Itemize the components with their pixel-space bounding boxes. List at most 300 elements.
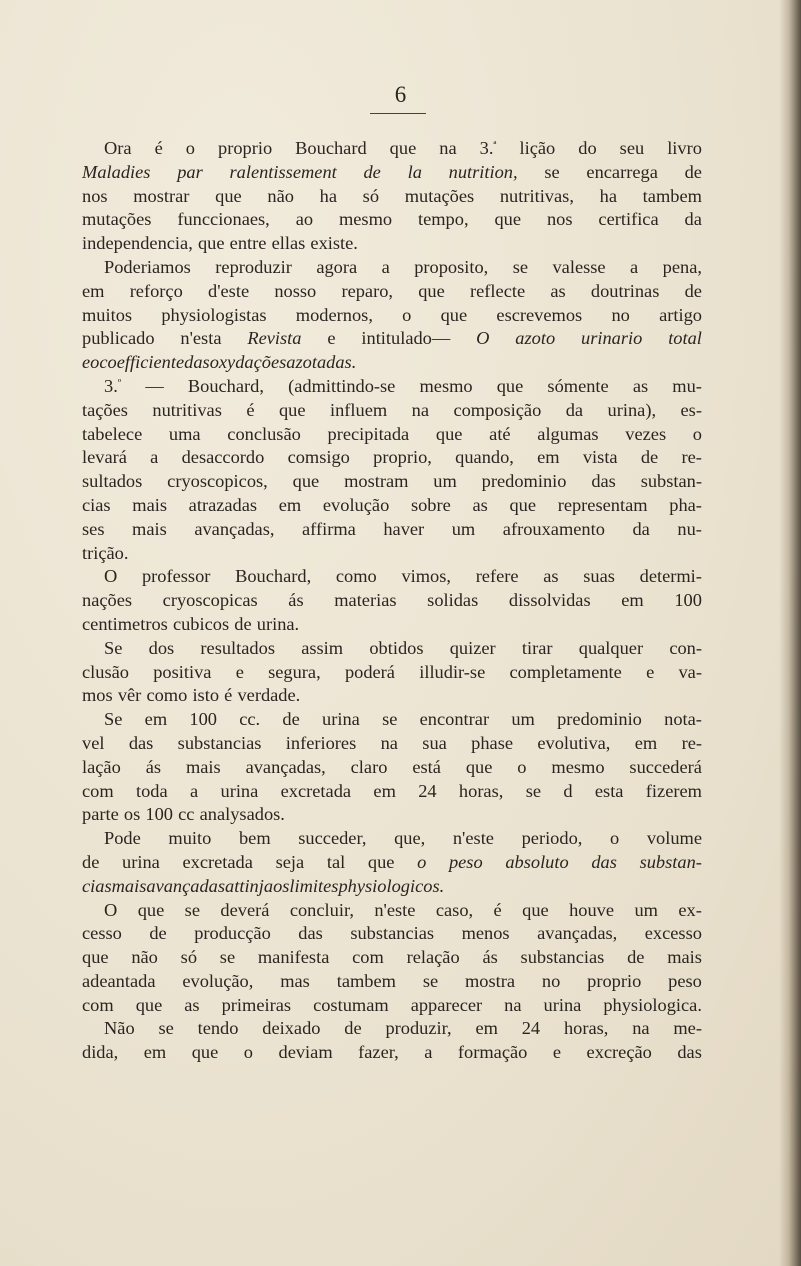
word: total <box>668 328 702 349</box>
word: ao <box>295 209 314 230</box>
word: das <box>677 1042 702 1063</box>
word: ás <box>482 947 498 968</box>
text-line <box>82 756 702 780</box>
word: em <box>373 780 396 801</box>
word: peso <box>668 970 702 991</box>
text-line <box>82 185 702 209</box>
word: representam <box>557 494 648 515</box>
word: deviam <box>278 1042 333 1063</box>
word: d <box>563 780 573 801</box>
word: certifica <box>598 209 659 230</box>
word: que <box>494 209 522 230</box>
word: encarrega <box>586 161 658 182</box>
word: absoluto <box>505 851 569 872</box>
text-line <box>82 922 702 946</box>
word: nutritivas, <box>499 185 574 206</box>
word: re- <box>681 447 702 468</box>
word: avançadas, <box>245 756 326 777</box>
text-line <box>82 470 702 494</box>
word: composição <box>453 399 542 420</box>
word: substancias <box>350 923 435 944</box>
word: concluir, <box>289 899 354 920</box>
word: excesso <box>644 923 702 944</box>
text-line <box>82 732 702 756</box>
word: esta <box>594 780 624 801</box>
word: dissolvidas <box>508 590 591 611</box>
word: Maladies <box>82 161 151 182</box>
word: con- <box>669 637 702 658</box>
word: pena, <box>662 256 702 277</box>
word: menos <box>461 923 510 944</box>
word: os <box>273 875 290 896</box>
word: em <box>634 732 658 753</box>
word: evolução <box>322 494 390 515</box>
word: Bouchard <box>295 138 367 158</box>
text-line <box>82 304 702 328</box>
word: mos <box>82 685 113 706</box>
word: o <box>417 851 427 872</box>
word: que <box>137 899 165 920</box>
word: materias <box>334 590 397 611</box>
word: que <box>197 233 225 254</box>
word: as <box>632 375 649 396</box>
word: horas, <box>563 1018 609 1039</box>
word: existe. <box>310 233 358 254</box>
word: tendo <box>197 1018 239 1039</box>
word: tal <box>326 851 346 872</box>
word: cc. <box>239 709 261 730</box>
text-line <box>82 232 702 256</box>
word: n'este <box>452 828 494 849</box>
word: positiva <box>153 661 212 682</box>
word: ha <box>599 185 617 206</box>
word: que <box>496 375 524 396</box>
word: reforço <box>129 280 183 301</box>
word: coefficiente <box>99 352 185 373</box>
word: conclusão <box>227 423 301 444</box>
word: primeiras <box>221 994 292 1015</box>
word: va- <box>678 661 702 682</box>
word: isto <box>192 685 220 706</box>
text-line <box>82 423 702 447</box>
word: produzir, <box>385 1018 452 1039</box>
word: mutações <box>404 185 475 206</box>
word: solidas <box>427 590 479 611</box>
word: inferiores <box>285 732 357 753</box>
word: (admittindo-se <box>288 375 396 396</box>
word: refere <box>475 566 519 587</box>
word: parte <box>82 804 119 825</box>
word: 24 <box>521 1018 541 1039</box>
text-line <box>82 256 702 280</box>
word: funccionaes, <box>177 209 270 230</box>
word: na <box>504 994 522 1015</box>
word: 100 <box>145 804 173 825</box>
header-rule <box>370 113 426 114</box>
word: ha <box>319 185 337 206</box>
word: vêr <box>117 685 142 706</box>
word: das <box>128 732 154 753</box>
word: urina <box>122 851 160 872</box>
word: mostram <box>344 471 409 492</box>
word: precipitada <box>327 423 410 444</box>
word: se <box>512 256 529 277</box>
word: predominio <box>481 471 567 492</box>
word: mesmo <box>419 375 473 396</box>
text-line <box>82 661 702 685</box>
word: nu- <box>677 518 702 539</box>
word: resultados <box>200 637 275 658</box>
word: 24 <box>418 780 437 801</box>
word: Bouchard, <box>235 566 312 587</box>
word: cc <box>178 804 195 825</box>
word: Ora <box>104 138 132 158</box>
word: O <box>104 566 118 587</box>
word: cubicos <box>172 613 230 634</box>
word: que <box>367 851 395 872</box>
word: sultados <box>82 471 143 492</box>
word: fizerem <box>645 780 702 801</box>
word: com <box>82 994 114 1015</box>
word: urinario <box>581 328 643 349</box>
text-line <box>82 684 702 708</box>
word: que <box>82 947 109 968</box>
word: relação <box>406 947 460 968</box>
word: cias <box>82 875 112 896</box>
word: peso <box>448 851 483 872</box>
word: na <box>439 138 457 158</box>
word: das <box>298 923 323 944</box>
word: cryoscopicas <box>162 590 258 611</box>
word: no <box>541 970 561 991</box>
word: é <box>224 685 233 706</box>
word: de <box>684 161 702 182</box>
text-line <box>82 351 702 375</box>
word: a <box>150 447 159 468</box>
word: intitulado— <box>361 328 451 349</box>
word: algumas <box>537 423 599 444</box>
text-line <box>82 1041 702 1065</box>
word: fazer, <box>358 1042 399 1063</box>
word: que <box>278 399 306 420</box>
word: de <box>344 1018 362 1039</box>
word: o <box>243 1042 253 1063</box>
word: em <box>144 709 168 730</box>
word: na <box>632 1018 650 1039</box>
word: das <box>591 851 617 872</box>
word: em <box>475 1018 498 1039</box>
word: formação <box>457 1042 528 1063</box>
word: com <box>82 780 114 801</box>
word: na <box>380 732 398 753</box>
word: haver <box>383 518 425 539</box>
word: seu <box>619 138 645 158</box>
word: que <box>509 494 537 515</box>
word: das <box>591 471 616 492</box>
word: as <box>472 494 488 515</box>
word: está <box>412 756 441 777</box>
word: avançadas, <box>537 923 618 944</box>
word: pha- <box>669 494 702 515</box>
word: artigo <box>659 304 702 325</box>
word: influem <box>329 399 388 420</box>
word: como <box>335 566 377 587</box>
word: com <box>352 947 384 968</box>
word: cryoscopicos, <box>167 471 268 492</box>
word: da <box>565 399 584 420</box>
word: doutrinas <box>590 280 660 301</box>
word: as <box>543 566 559 587</box>
word: reflecte <box>470 280 526 301</box>
word: do <box>578 138 597 158</box>
word: nações <box>82 590 133 611</box>
word: oxydações <box>209 352 287 373</box>
word: nos <box>82 185 108 206</box>
word: só <box>180 947 198 968</box>
word: um <box>634 899 658 920</box>
word: centimetros <box>82 613 168 634</box>
word: vel <box>82 732 105 753</box>
word: valesse <box>552 256 606 277</box>
word: o <box>90 352 100 373</box>
text-line <box>82 208 702 232</box>
word: se <box>422 970 439 991</box>
word: lação <box>82 756 121 777</box>
word: é <box>246 399 255 420</box>
word: segura, <box>268 661 321 682</box>
word: dida, <box>82 1042 119 1063</box>
word: tações <box>82 399 128 420</box>
word: comsigo <box>287 447 350 468</box>
word: desaccordo <box>181 447 265 468</box>
word: sua <box>422 732 447 753</box>
word: evolução, <box>182 970 254 991</box>
text-line <box>82 827 702 851</box>
word: excretada <box>280 780 352 801</box>
text-line <box>82 780 702 804</box>
word: que <box>215 185 242 206</box>
word: quizer <box>449 637 496 658</box>
word: publicado <box>82 328 155 349</box>
word: re- <box>681 732 702 753</box>
word: o <box>517 756 527 777</box>
word: que <box>389 138 417 158</box>
word: de <box>82 851 100 872</box>
word: Bouchard, <box>187 375 264 396</box>
word: physiologistas <box>161 304 267 325</box>
text-line <box>82 399 702 423</box>
word: tabelece <box>82 423 143 444</box>
word: adeantada <box>82 970 156 991</box>
text-line <box>82 851 702 875</box>
word: mu- <box>672 375 702 396</box>
word: não <box>267 185 294 206</box>
word: clusão <box>82 661 129 682</box>
word: a <box>190 780 199 801</box>
word: sobre <box>410 494 451 515</box>
word: Se <box>104 709 123 730</box>
word: phase <box>471 732 514 753</box>
text-line <box>82 494 702 518</box>
word: de <box>149 923 167 944</box>
word: de <box>640 447 659 468</box>
word: mostra <box>465 970 516 991</box>
word: toda <box>136 780 168 801</box>
word: se <box>544 161 560 182</box>
word: me- <box>673 1018 702 1039</box>
word: physiologicos. <box>338 875 445 896</box>
word: — <box>145 375 164 396</box>
word: afrouxamento <box>502 518 605 539</box>
word: de <box>363 161 381 182</box>
word: vimos, <box>401 566 451 587</box>
word: uma <box>168 423 201 444</box>
word: atrazadas <box>188 494 258 515</box>
word: mais <box>185 756 221 777</box>
word: qualquer <box>578 637 644 658</box>
word: de <box>282 709 300 730</box>
word: seja <box>275 851 305 872</box>
page-edge-shadow <box>779 0 801 1266</box>
word: o <box>402 304 412 325</box>
word: periodo, <box>521 828 583 849</box>
text-line <box>82 589 702 613</box>
word: 3.$^ª$ <box>479 138 497 158</box>
word: proposito, <box>414 256 489 277</box>
word: n'esta <box>180 328 222 349</box>
word: completamente <box>509 661 622 682</box>
word: nos <box>546 209 573 230</box>
word: como <box>146 685 188 706</box>
word: as <box>550 280 566 301</box>
word: substancias <box>520 947 605 968</box>
word: na <box>411 399 429 420</box>
word: tirar <box>521 637 553 658</box>
word: em <box>537 447 560 468</box>
word: a <box>381 256 390 277</box>
word: a <box>424 1042 433 1063</box>
word: mas <box>280 970 310 991</box>
word: houve <box>569 899 615 920</box>
word: reproduzir <box>215 256 292 277</box>
word: mutações <box>82 209 152 230</box>
word: nosso <box>274 280 317 301</box>
word: assim <box>301 637 344 658</box>
word: só <box>362 185 380 206</box>
word: que <box>292 471 320 492</box>
word: d'este <box>208 280 250 301</box>
text-line <box>82 803 702 827</box>
word: substan- <box>640 471 702 492</box>
word: ás <box>145 756 162 777</box>
word: substancias <box>177 732 262 753</box>
word: O <box>104 899 118 920</box>
word: um <box>511 709 535 730</box>
word: urina. <box>256 613 300 634</box>
text-line <box>82 899 702 923</box>
word: em <box>143 1042 167 1063</box>
word: se <box>184 899 200 920</box>
word: o <box>610 828 620 849</box>
word: costumam <box>313 994 389 1015</box>
text-line <box>82 446 702 470</box>
word: de <box>684 280 702 301</box>
word: que <box>135 994 163 1015</box>
text-line <box>82 375 702 399</box>
word: dos <box>148 637 175 658</box>
word: avançadas <box>146 875 226 896</box>
word: nota- <box>664 709 702 730</box>
word: nutritivas <box>152 399 222 420</box>
word: claro <box>350 756 388 777</box>
word: ellas <box>271 233 306 254</box>
word: tambem <box>336 970 396 991</box>
word: o <box>185 138 195 158</box>
word: não <box>131 947 158 968</box>
word: 100 <box>674 590 702 611</box>
word: verdade. <box>237 685 301 706</box>
word: physiologica. <box>603 994 702 1015</box>
word: os <box>123 804 141 825</box>
word: nutrition, <box>448 161 518 182</box>
word: caso, <box>435 899 474 920</box>
word: proprio, <box>373 447 432 468</box>
text-line <box>82 1017 702 1041</box>
word: das <box>184 352 210 373</box>
word: em <box>278 494 302 515</box>
word: um <box>433 471 457 492</box>
text-line <box>82 637 702 661</box>
word: no <box>611 304 630 325</box>
word: analysados. <box>199 804 285 825</box>
text-line <box>82 613 702 637</box>
word: quando, <box>455 447 514 468</box>
word: bem <box>238 828 271 849</box>
text-line <box>82 280 702 304</box>
word: Revista <box>247 328 302 349</box>
word: muitos <box>82 304 133 325</box>
word: se <box>382 709 398 730</box>
text-line <box>82 994 702 1018</box>
word: modernos, <box>295 304 373 325</box>
word: em <box>82 280 105 301</box>
word: mais <box>111 875 147 896</box>
word: levará <box>82 447 127 468</box>
word: illudir-se <box>419 661 486 682</box>
word: limites <box>289 875 339 896</box>
text-line <box>82 565 702 589</box>
word: substan- <box>639 851 702 872</box>
word: mais <box>132 518 167 539</box>
word: reparo, <box>341 280 394 301</box>
word: e <box>327 328 336 349</box>
word: que <box>440 304 468 325</box>
word: de <box>627 947 645 968</box>
word: mais <box>132 494 167 515</box>
word: avançadas, <box>194 518 275 539</box>
word: um <box>451 518 476 539</box>
word: o <box>692 423 702 444</box>
text-line <box>82 137 702 161</box>
word: mais <box>667 947 702 968</box>
word: producção <box>194 923 271 944</box>
word: obtidos <box>369 637 424 658</box>
text-line <box>82 542 702 566</box>
word: attinja <box>225 875 274 896</box>
word: e <box>82 352 91 373</box>
word: es- <box>680 399 702 420</box>
word: suas <box>583 566 615 587</box>
